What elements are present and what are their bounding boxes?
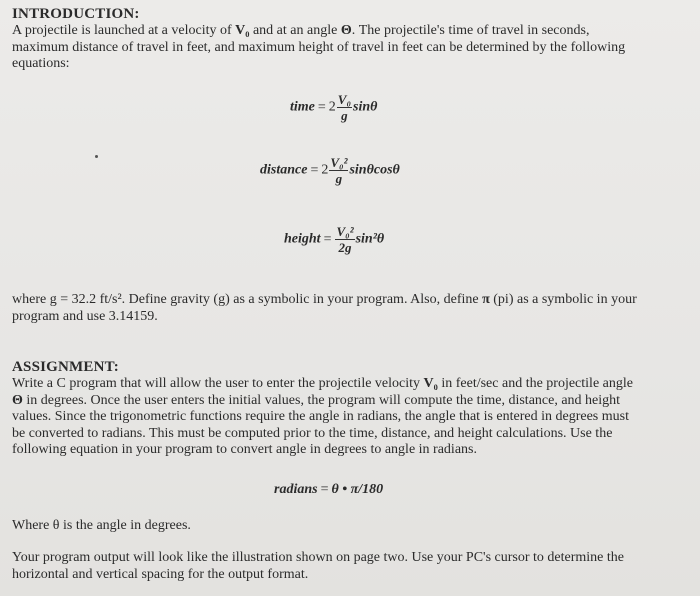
output-note-section [12,550,692,583]
time-rhs: sinθ [353,99,378,115]
gravity-text-1a: where g = 32.2 ft/s². Define gravity (g) as a symbolic in your program. Also, define [12,292,483,307]
stray-dot [95,155,98,158]
pi-symbol: π [482,292,490,307]
where-theta-section [12,518,692,535]
height-numerator: V₀² [336,224,354,239]
time-equals: = [317,99,326,115]
height-lhs: height [284,231,321,247]
intro-text-1a: A projectile is launched at a velocity of [12,23,236,38]
time-equation [290,92,377,123]
distance-equals: = [310,162,319,178]
distance-fraction [329,155,348,186]
distance-denominator: g [335,171,343,186]
where-theta-text: Where θ is the angle in degrees. [12,518,191,533]
assignment-text-1a: Write a C program that will allow the user to enter the projectile velocity [12,376,424,391]
radians-equals: = [320,482,329,497]
height-equals: = [323,231,332,247]
assignment-paragraph [12,376,692,459]
assignment-heading: ASSIGNMENT: [12,359,119,375]
distance-lhs: distance [260,162,308,178]
distance-numerator: V₀² [330,155,348,170]
introduction-heading: INTRODUCTION: [12,6,140,22]
introduction-section [12,5,692,73]
assignment-angle-symbol: Θ [12,392,23,408]
assignment-text-1b: in feet/sec and the projectile angle [437,376,633,391]
radians-lhs: radians [274,482,318,497]
intro-text-2: maximum distance of travel in feet, and maximum height of travel in feet can be determined by the following [12,39,626,55]
time-lhs: time [290,99,315,115]
intro-paragraph [12,23,692,73]
time-fraction [337,92,352,123]
output-note-text-1: Your program output will look like the illustration shown on page two. Use your PC's cursor to determine the [12,550,624,565]
intro-text-3: equations: [12,56,70,71]
gravity-text-1b: (pi) as a symbolic in your [489,292,637,307]
radians-rhs: θ • π/180 [331,482,384,497]
time-coefficient: 2 [328,99,336,115]
intro-text-1c: . The projectile's time of travel in seconds, [351,23,590,38]
radians-equation [274,482,383,498]
gravity-paragraph [12,292,692,325]
intro-text-1b: and at an angle [249,23,341,38]
assignment-text-3: values. Since the trigonometric functions require the angle in radians, the angle that is entered in degrees must [12,409,629,424]
height-rhs: sin²θ [355,231,385,247]
height-equation [284,224,384,255]
output-note-paragraph [12,550,692,583]
assignment-text-5: following equation in your program to convert angle in degrees to angle in radians. [12,442,477,457]
angle-symbol: Θ [340,23,352,38]
time-numerator: V₀ [337,92,351,107]
height-fraction [335,224,354,255]
assignment-text-2: in degrees. Once the user enters the initial values, the program will compute the time, distance, and height [22,392,621,408]
assignment-velocity-symbol: V₀ [423,376,438,391]
time-denominator: g [341,108,348,123]
distance-rhs: sinθcosθ [349,162,400,178]
gravity-text-2: program and use 3.14159. [12,308,158,324]
output-note-text-2: horizontal and vertical spacing for the output format. [12,566,309,582]
height-denominator: 2g [338,240,352,255]
distance-coefficient: 2 [321,162,329,178]
distance-equation [260,155,400,186]
gravity-section [12,292,692,325]
assignment-text-4: be converted to radians. This must be computed prior to the time, distance, and height calculations. Use the [12,425,613,441]
velocity-symbol: V₀ [235,23,250,38]
assignment-section [12,358,692,459]
